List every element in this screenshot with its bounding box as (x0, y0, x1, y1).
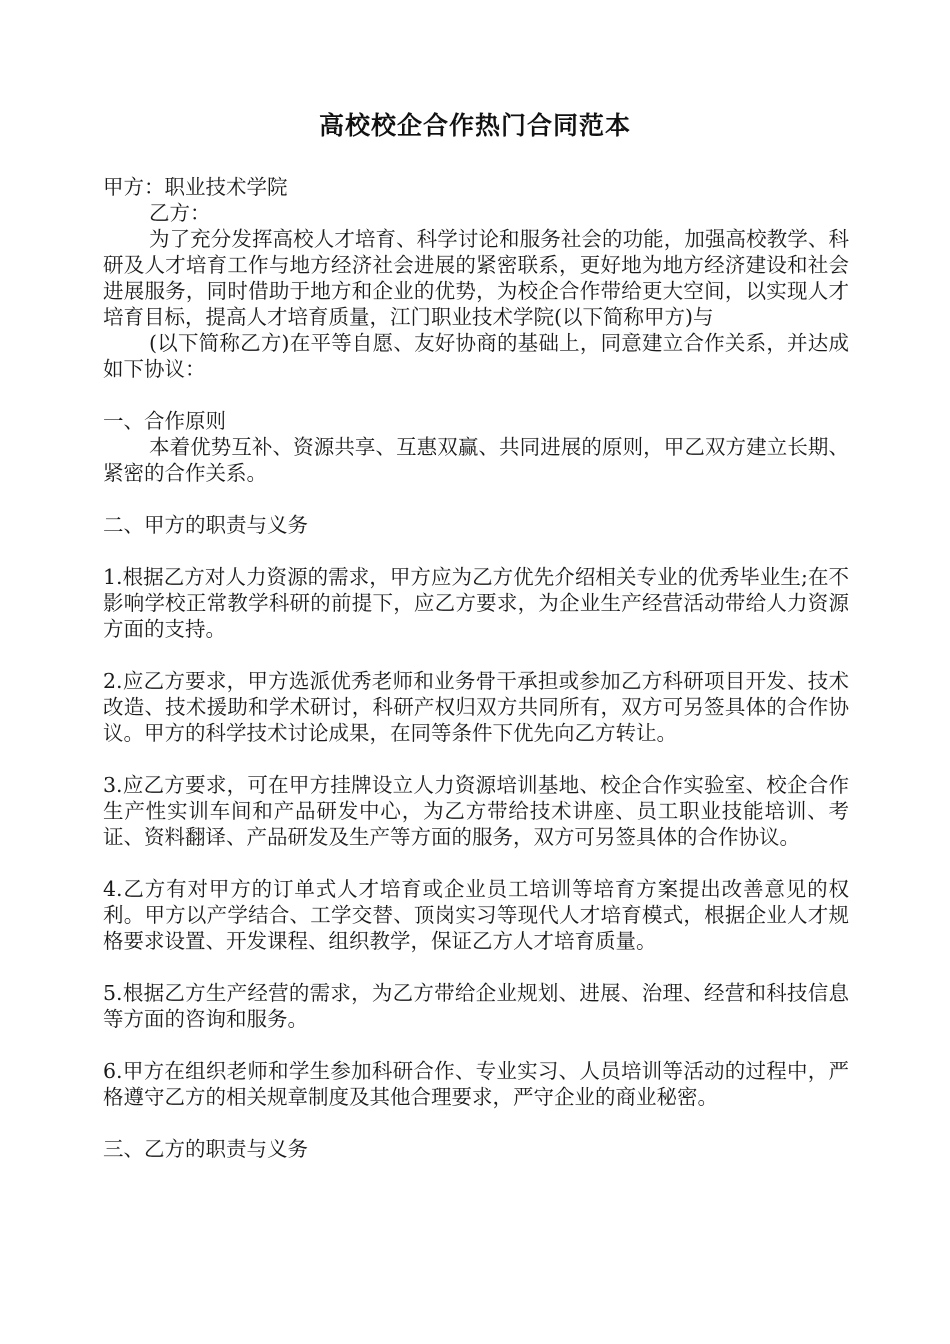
section-2-item-1: 1.根据乙方对人力资源的需求，甲方应为乙方优先介绍相关专业的优秀毕业生;在不影响学校正常教学科研的前提下，应乙方要求，为企业生产经营活动带给人力资源方面的支持。 (103, 565, 849, 641)
section-2-item-3: 3.应乙方要求，可在甲方挂牌设立人力资源培训基地、校企合作实验室、校企合作生产性实训车间和产品研发中心，为乙方带给技术讲座、员工职业技能培训、考证、资料翻译、产品研发及生产等方面的服务，双方可另签具体的合作协议。 (103, 773, 849, 849)
section-3-heading: 三、乙方的职责与义务 (103, 1137, 308, 1161)
party-a-line: 甲方：职业技术学院 (103, 175, 288, 199)
intro-paragraph-continued: (以下简称乙方)在平等自愿、友好协商的基础上，同意建立合作关系，并达成如下协议： (103, 331, 849, 381)
section-1-text: 本着优势互补、资源共享、互惠双赢、共同进展的原则，甲乙双方建立长期、紧密的合作关系。 (103, 435, 849, 485)
section-2-item-4: 4.乙方有对甲方的订单式人才培育或企业员工培训等培育方案提出改善意见的权利。甲方以产学结合、工学交替、顶岗实习等现代人才培育模式，根据企业人才规格要求设置、开发课程、组织教学，保证乙方人才培育质量。 (103, 877, 849, 953)
document-body (103, 174, 849, 1162)
intro-paragraph: 为了充分发挥高校人才培育、科学讨论和服务社会的功能，加强高校教学、科研及人才培育工作与地方经济社会进展的紧密联系，更好地为地方经济建设和社会进展服务，同时借助于地方和企业的优势，为校企合作带给更大空间，以实现人才培育目标，提高人才培育质量，江门职业技术学院(以下简称甲方)与 (103, 227, 849, 329)
party-b-line: 乙方： (149, 201, 211, 225)
section-2-item-6: 6.甲方在组织老师和学生参加科研合作、专业实习、人员培训等活动的过程中，严格遵守乙方的相关规章制度及其他合理要求，严守企业的商业秘密。 (103, 1059, 849, 1109)
section-2-item-5: 5.根据乙方生产经营的需求，为乙方带给企业规划、进展、治理、经营和科技信息等方面的咨询和服务。 (103, 981, 849, 1031)
section-2-item-2: 2.应乙方要求，甲方选派优秀老师和业务骨干承担或参加乙方科研项目开发、技术改造、技术援助和学术研讨，科研产权归双方共同所有，双方可另签具体的合作协议。甲方的科学技术讨论成果，在同等条件下优先向乙方转让。 (103, 669, 849, 745)
section-2-heading: 二、甲方的职责与义务 (103, 513, 308, 537)
document-title: 高校校企合作热门合同范本 (318, 111, 631, 140)
section-1-heading: 一、合作原则 (103, 409, 226, 433)
